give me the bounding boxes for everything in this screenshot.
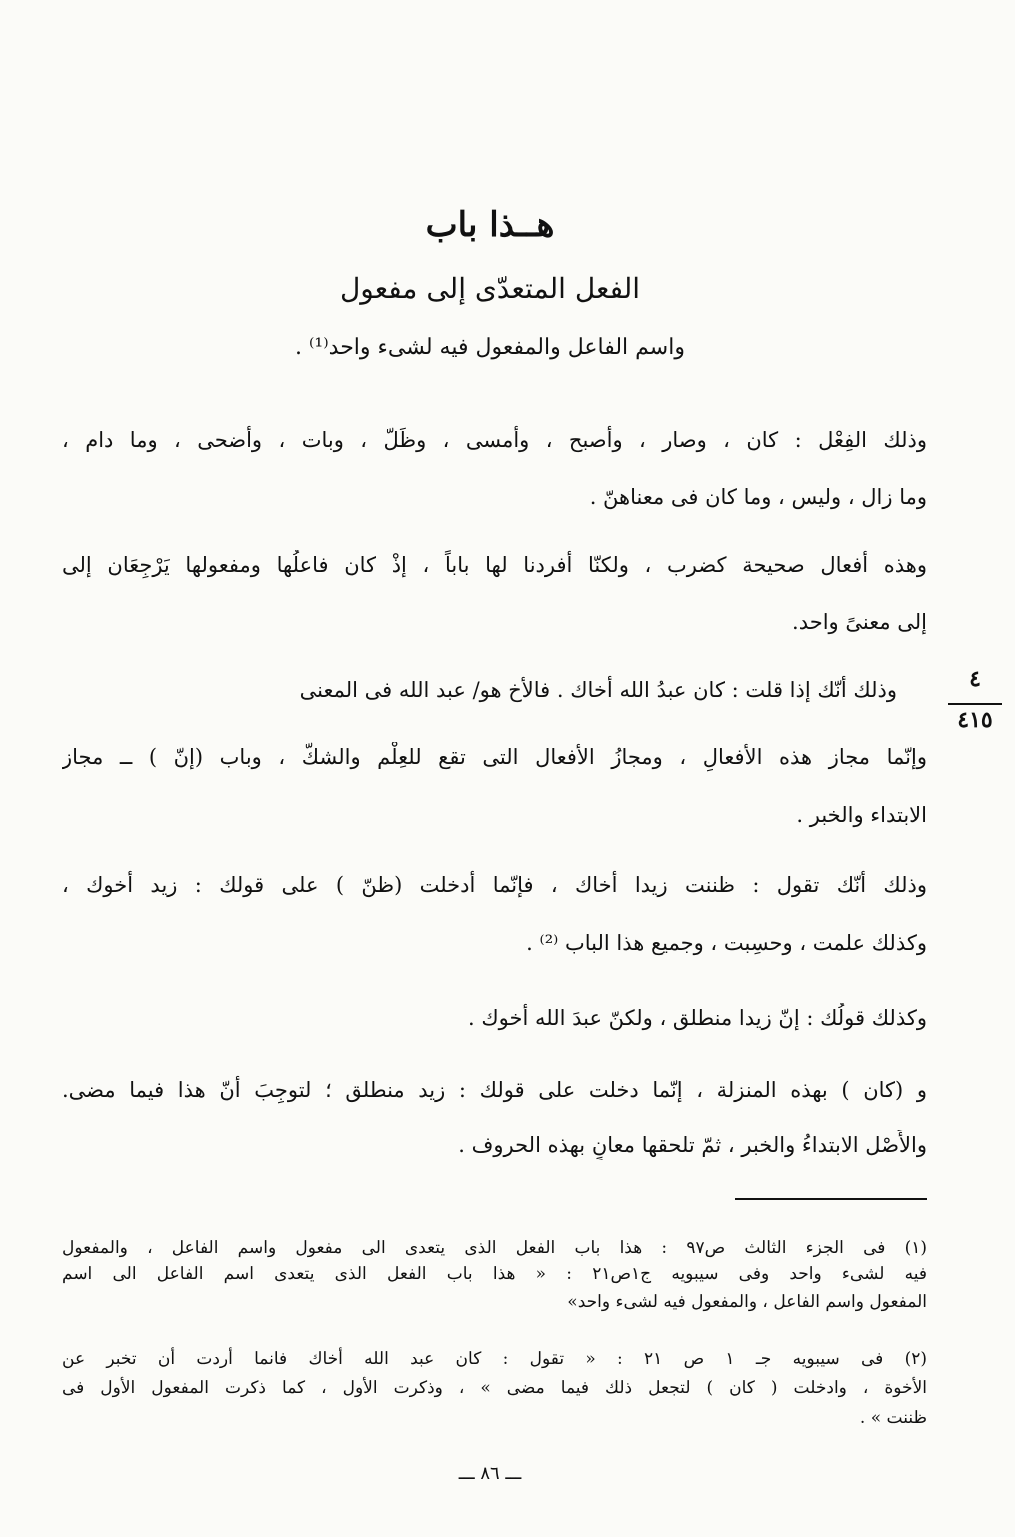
body-line: وذلك الفِعْل : كان ، وصار ، وأصبح ، وأمسى ، وظَلّ ، وبات ، وأضحى ، وما دام ، (62, 428, 927, 452)
margin-reference-top: ٤ (969, 666, 981, 692)
body-line: وما زال ، وليس ، وما كان فى معناهنّ . (589, 485, 927, 509)
body-line: وإنّما مجاز هذه الأفعالِ ، ومجازُ الأفعال التى تقع للعِلْم والشكّ ، وباب (إنّ ) ــ مجاز (62, 745, 927, 769)
body-line: وكذلك علمت ، وحسِبت ، وجميع هذا الباب ⁽²⁾ . (526, 931, 927, 955)
footnote-separator (735, 1198, 927, 1200)
chapter-title: هــذا باب (425, 205, 555, 245)
body-line: وذلك أنّك تقول : ظننت زيدا أخاك ، فإنّما أدخلت (ظنّ ) على قولك : زيد أخوك ، (62, 873, 927, 897)
body-line: و (كان ) بهذه المنزلة ، إنّما دخلت على قولك : زيد منطلق ؛ لتوجِبَ أنّ هذا فيما مضى. (62, 1078, 927, 1102)
body-line: وكذلك قولُك : إنّ زيدا منطلق ، ولكنّ عبدَ الله أخوك . (467, 1006, 927, 1030)
margin-reference-bottom: ٤١٥ (957, 707, 993, 733)
footnote-line: الأخوة ، وادخلت ( كان ) لتجعل ذلك فيما مضى » ، وذكرت الأول ، كما ذكرت المفعول الأول فى (62, 1378, 927, 1398)
page-number: ـــ ٨٦ ـــ (458, 1463, 522, 1484)
body-line: وهذه أفعال صحيحة كضرب ، ولكنّا أفردنا لها باباً ، إذْ كان فاعلُها ومفعولها يَرْجِعَان إلى (62, 553, 927, 577)
body-line: والأَصْل الابتداءُ والخبر ، ثمّ تلحقها معانٍ بهذه الحروف . (458, 1133, 927, 1157)
chapter-subtitle: الفعل المتعدّى إلى مفعول (339, 272, 641, 305)
footnote-line: المفعول واسم الفاعل ، والمفعول فيه لشىء واحد» (567, 1292, 927, 1312)
margin-reference-divider (948, 703, 1002, 705)
footnote-line: (٢) فى سيبويه جـ ١ ص ٢١ : « تقول : كان عبد الله أخاك فانما أردت أن تخبر عن (62, 1349, 927, 1369)
footnote-line: ظننت » . (859, 1408, 927, 1428)
body-line: وذلك أنّك إذا قلت : كان عبدُ الله أخاك . فالأخ هو/ عبد الله فى المعنى (299, 678, 897, 702)
footnote-line: فيه لشىء واحد وفى سيبويه ج١ص٢١ : « هذا باب الفعل الذى يتعدى اسم الفاعل الى اسم (62, 1264, 927, 1284)
chapter-subtitle-2: واسم الفاعل والمفعول فيه لشىء واحد⁽¹⁾ . (295, 335, 685, 360)
footnote-line: (١) فى الجزء الثالث ص٩٧ : هذا باب الفعل الذى يتعدى الى مفعول واسم الفاعل ، والمفعول (62, 1238, 927, 1258)
body-line: إلى معنىً واحد. (792, 610, 927, 634)
body-line: الابتداء والخبر . (796, 803, 927, 827)
